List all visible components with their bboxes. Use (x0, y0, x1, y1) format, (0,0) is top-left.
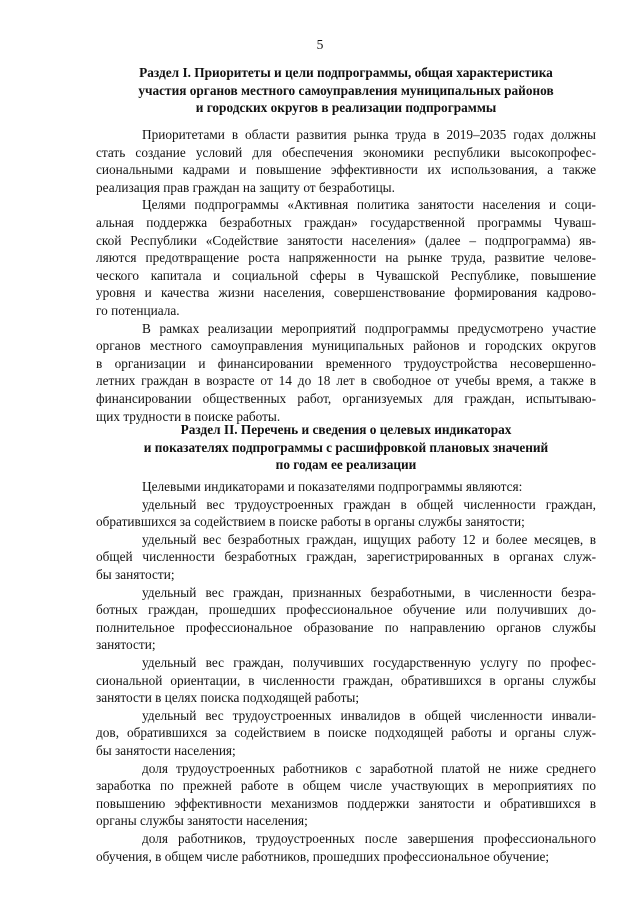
text-line: органы службы занятости населения; (96, 813, 308, 829)
text-line: ской Республики «Содействие занятости населения» (далее – подпрограмма) яв- (96, 232, 596, 248)
text-line: заработка по прежней работе в общем числе участвующих в мероприятиях по (96, 778, 596, 794)
text-line: занятости в целях поиска подходящей работы; (96, 690, 360, 706)
text-line: органов местного самоуправления муниципальных районов и городских округов (96, 338, 596, 354)
text-line: альная поддержка безработных граждан» государственной программы Чуваш- (96, 214, 596, 230)
text-line: повышению эффективности механизмов поддержки занятости и обратившихся в (96, 795, 596, 811)
indicator-item (96, 584, 596, 654)
section-2-title-line: и показателях подпрограммы с расшифровкой плановых значений (143, 439, 549, 455)
text-line: В рамках реализации мероприятий подпрограммы предусмотрено участие (142, 320, 596, 336)
text-line: обучения, в общем числе работников, прошедших профессиональное обучение; (96, 848, 550, 864)
section-1-title (96, 64, 596, 117)
text-line: удельный вес трудоустроенных граждан в общей численности граждан, (142, 496, 596, 512)
text-line: сиональной ориентации, в численности граждан, обратившихся в органы службы (96, 672, 596, 688)
text-line: доля трудоустроенных работников с заработной платой не ниже среднего (142, 760, 596, 776)
text-line: реализация прав граждан на защиту от безработицы. (96, 179, 395, 195)
text-line: ботных граждан, прошедших профессиональное обучение или получивших до- (96, 602, 596, 618)
text-line: удельный вес граждан, получивших государственную услугу по профес- (142, 655, 596, 670)
text-line: полнительное профессиональное образование по направлению органов службы (96, 619, 596, 635)
section-1-title-line: участия органов местного самоуправления муниципальных районов (138, 82, 554, 98)
text-line: стать создание условий для обеспечения экономики республики высокопрофес- (96, 144, 596, 160)
indicator-item (96, 830, 596, 865)
text-line: бы занятости населения; (96, 742, 236, 758)
section-2-title-line: Раздел II. Перечень и сведения о целевых индикаторах (180, 422, 512, 437)
text-line: уровня и качества жизни населения, совершенствование формирования кадрово- (96, 285, 596, 301)
section-1-title-line: Раздел I. Приоритеты и цели подпрограммы, общая характеристика (139, 65, 553, 80)
text-line: дов, обратившихся за содействием в поиске подходящей работы и органы служ- (96, 725, 596, 741)
text-line: бы занятости; (96, 566, 175, 582)
section-1-paragraph (96, 320, 596, 426)
text-line: сиональными кадрами и повышение эффективности их использования, а также (96, 162, 596, 178)
section-1-paragraph (96, 126, 596, 196)
indicator-item (96, 531, 596, 584)
indicator-item (96, 496, 596, 531)
page-number: 5 (316, 37, 324, 52)
text-line: го потенциала. (96, 302, 180, 318)
text-line: занятости; (96, 637, 156, 653)
text-line: финансировании общественных работ, организуемых для граждан, испытываю- (96, 390, 596, 406)
section-2-title (96, 421, 596, 474)
text-line: ляются предотвращение роста напряженности на рынке труда, развитие челове- (96, 250, 596, 266)
indicator-item (96, 707, 596, 760)
text-line: общей численности безработных граждан, зарегистрированных в органах служ- (96, 549, 596, 565)
text-line: летних граждан в возрасте от 14 до 18 лет в свободное от учебы время, а также в (96, 373, 596, 389)
text-line: щих трудности в поиске работы. (96, 408, 281, 424)
section-1-title-line: и городских округов в реализации подпрограммы (195, 100, 497, 116)
text-line: в организации и финансировании временного трудоустройства несовершенно- (96, 355, 596, 371)
text-line: обратившихся за содействием в поиске работы в органы службы занятости; (96, 514, 525, 530)
text-line: удельный вес безработных граждан, ищущих работу 12 и более месяцев, в (142, 531, 596, 547)
indicator-item (96, 760, 596, 830)
indicator-item (96, 654, 596, 707)
section-2-paragraph (96, 478, 596, 496)
text-line: удельный вес граждан, признанных безработными, в численности безра- (142, 584, 596, 600)
section-2-title-line: по годам ее реализации (275, 457, 417, 473)
text-line: ческого капитала и социальной сферы в Чувашской Республике, повышение (96, 267, 596, 283)
text-line: Целевыми индикаторами и показателями подпрограммы являются: (142, 479, 523, 494)
text-line: Приоритетами в области развития рынка труда в 2019–2035 годах должны (142, 127, 596, 142)
text-line: доля работников, трудоустроенных после завершения профессионального (142, 831, 596, 846)
section-1-paragraph (96, 196, 596, 319)
text-line: Целями подпрограммы «Активная политика занятости населения и соци- (142, 197, 596, 213)
text-line: удельный вес трудоустроенных инвалидов в общей численности инвали- (142, 707, 596, 723)
